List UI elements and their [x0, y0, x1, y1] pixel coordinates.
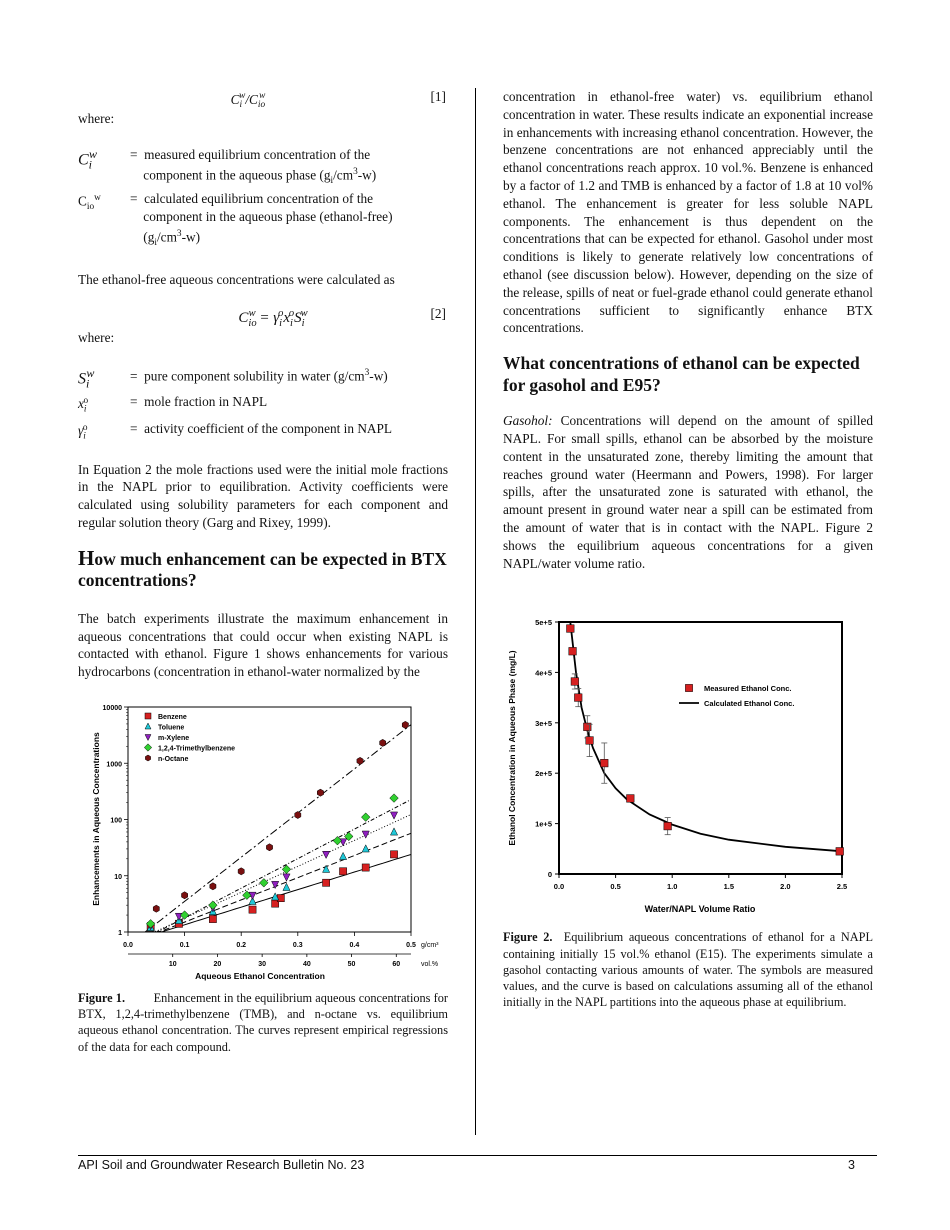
definition-gammaio: $\gamma_i^o$ = activity coefficient of the component in NAPL: [78, 420, 393, 442]
column-divider: [475, 88, 476, 1135]
where-label-1: where:: [78, 111, 115, 126]
fig2-point: [574, 694, 582, 702]
fig1-legend-marker: [145, 755, 150, 761]
fig2-point: [569, 648, 577, 656]
figure-2-caption: Figure 2. Equilibrium aqueous concentrations of ethanol for a NAPL containing initially 15 vol.% ethanol (E15). The experiments simulate a gasohol contacting various amounts of water. The symbols are measured values, and the curve is based on calculations assuming all of the ethanol initially in the NAPL partitions into the aqueous phase at equilibrium.: [503, 930, 874, 1010]
fig1-point: [323, 865, 330, 872]
fig1-legend-marker: [145, 734, 151, 740]
fig1-point: [323, 851, 330, 858]
fig2-point: [664, 823, 672, 831]
fig1-x2-tick-label: 20: [213, 960, 222, 968]
footer-rule: [78, 1155, 877, 1156]
fig1-point: [182, 892, 188, 899]
fig1-legend-label: 1,2,4-Trimethylbenzene: [158, 745, 236, 753]
fig1-point: [390, 812, 397, 819]
fig1-legend-label: n-Octane: [158, 755, 189, 763]
fig1-point: [390, 851, 397, 858]
fig2-legend-calculated: Calculated Ethanol Conc.: [704, 699, 795, 709]
figure-1-x-label: Aqueous Ethanol Concentration: [195, 970, 325, 981]
fig1-point: [283, 874, 290, 881]
fig1-point: [283, 883, 290, 890]
fig1-point: [249, 906, 256, 913]
fig1-x-tick-label: 0.3: [292, 941, 303, 949]
fig1-x-tick-label: 0.1: [179, 941, 190, 949]
fig1-point: [339, 852, 346, 859]
figure-1-caption: Figure 1. Enhancement in the equilibrium aqueous concentrations for BTX, 1,2,4-trimethylbenzene (TMB), and n-octane vs. equilibrium aqueous ethanol concentration. The curves represent empirical regressions of the data for each compound.: [78, 990, 448, 1054]
figure-2-x-label: Water/NAPL Volume Ratio: [644, 904, 756, 915]
paragraph-equation-2: In Equation 2 the mole fractions used were the initial mole fractions in the NAPL prior to equilibration. Activity coefficients were calculated using solubility parameters for each component and regular solution theory (Garg and Rixey, 1999).: [78, 461, 448, 530]
fig1-y-tick-label: 10000: [102, 704, 122, 712]
fig1-point: [210, 883, 216, 890]
definition-ciw: $C_i^w$ = measured equilibrium concentration of the component in the aqueous phase $(g_i/cm^3-w)$: [78, 146, 377, 186]
fig1-point: [180, 911, 189, 920]
fig1-point: [362, 864, 369, 871]
fig2-x-tick-label: 2.0: [780, 882, 791, 892]
fig1-legend-marker: [145, 723, 151, 729]
fig1-x2-tick-label: 30: [258, 960, 267, 968]
fig1-x-tick-label: 0.0: [123, 941, 133, 949]
fig1-legend-label: Benzene: [158, 713, 187, 721]
fig1-x2-unit: vol.%: [421, 960, 439, 968]
definition-siw: $S_i^w$ = pure component solubility in water $(g/cm^3-w)$: [78, 365, 388, 391]
where-label-2: where:: [78, 329, 115, 345]
fig1-point: [260, 878, 269, 887]
fig1-legend-marker: [145, 713, 151, 719]
fig2-calculated-curve: [570, 622, 842, 851]
equation-2-number: [2]: [430, 305, 446, 321]
fig1-x2-tick-label: 60: [392, 960, 401, 968]
fig1-y-tick-label: 10: [114, 873, 122, 881]
fig1-y-tick-label: 1: [118, 929, 122, 937]
fig1-point: [361, 813, 370, 822]
definitions-2: [78, 365, 448, 447]
fig1-point: [209, 915, 216, 922]
fig1-point: [362, 845, 369, 852]
fig2-y-tick-label: 0: [547, 870, 552, 880]
figure-2-chart: [503, 616, 873, 921]
paragraph-gasohol: Gasohol: Concentrations will depend on the amount of spilled NAPL. For small spills, ethanol can be absorbed by the moisture content in the unsaturated zone, thereby limiting the amount that reaches ground water (Heermann and Powers, 1998). For larger spills, after the unsaturated zone is saturated with ethanol, the amount present in ground water near a spill can be estimated from the amount of water that is in contact with the NAPL. Figure 2 shows the equilibrium aqueous concentrations for a given NAPL/water volume ratio.: [503, 413, 873, 571]
fig1-point: [357, 757, 363, 764]
fig2-legend-measured: Measured Ethanol Conc.: [704, 684, 792, 694]
figure-1-y-label: Enhancements in Aqueous Concentrations: [91, 732, 101, 906]
footer-title: API Soil and Groundwater Research Bulletin No. 23: [78, 1158, 365, 1172]
fig1-x-unit: g/cm³: [421, 941, 439, 949]
equation-1-number: [1]: [430, 89, 446, 104]
heading-ethanol-concentrations: What concentrations of ethanol can be expected for gasohol and E95?: [503, 353, 860, 395]
footer: [78, 1158, 877, 1172]
fig1-y-tick-label: 100: [110, 817, 122, 825]
fig1-point: [390, 794, 399, 803]
fig1-legend-label: m-Xylene: [158, 734, 190, 742]
fig2-point: [627, 795, 635, 803]
fig1-point: [317, 789, 323, 796]
fig2-x-tick-label: 1.5: [723, 882, 735, 892]
fig2-y-tick-label: 4e+5: [535, 668, 552, 678]
fig1-y-tick-label: 1000: [106, 761, 122, 769]
fig1-x2-tick-label: 10: [168, 960, 177, 968]
fig1-point: [390, 828, 397, 835]
fig1-point: [266, 844, 272, 851]
fig2-x-tick-label: 1.0: [666, 882, 678, 892]
fig1-x-tick-label: 0.2: [236, 941, 247, 949]
fig1-legend-label: Toluene: [158, 724, 185, 732]
right-column: [503, 88, 873, 1010]
fig2-y-tick-label: 2e+5: [535, 769, 552, 779]
fig1-point: [153, 905, 159, 912]
fig2-point: [571, 678, 579, 686]
fig1-point: [277, 895, 284, 902]
fig2-point: [567, 625, 575, 633]
paragraph-ethanol-free: The ethanol-free aqueous concentrations were calculated as: [78, 271, 395, 287]
fig1-point: [295, 811, 301, 818]
page-number: 3: [848, 1158, 855, 1172]
fig2-y-tick-label: 3e+5: [535, 719, 552, 729]
fig1-point: [272, 881, 279, 888]
heading-enhancement: How much enhancement can be expected in BTX concentrations?: [78, 545, 447, 591]
fig2-point: [600, 760, 608, 768]
fig1-point: [333, 836, 342, 845]
figure-2-plot-frame: [559, 622, 842, 874]
figure-1-chart: [78, 697, 448, 982]
fig1-point: [339, 868, 346, 875]
fig1-point: [380, 739, 386, 746]
fig1-x2-tick-label: 50: [347, 960, 356, 968]
fig1-point: [209, 901, 218, 910]
fig2-legend-marker: [685, 685, 692, 692]
fig2-x-tick-label: 2.5: [836, 882, 848, 892]
fig2-x-tick-label: 0.0: [553, 882, 565, 892]
fig1-legend-marker: [144, 744, 151, 751]
definition-xio: $x_i^o$ = mole fraction in NAPL: [78, 393, 268, 415]
paragraph-batch-experiments: The batch experiments illustrate the maximum enhancement in aqueous concentrations that could occur when existing NAPL is contacted with ethanol. Figure 1 shows enhancements for various hydrocarbons (concentration in ethanol-water normalized by the: [78, 610, 448, 680]
equation-1: $C_i^w/C_{io}^w$ [1]: [230, 89, 446, 110]
fig2-point: [836, 848, 844, 856]
fig1-point: [323, 879, 330, 886]
fig2-x-tick-label: 0.5: [610, 882, 621, 892]
left-column: [78, 88, 448, 1055]
fig1-x2-tick-label: 40: [302, 960, 311, 968]
equation-2: $C_{io}^w = \gamma_i^ox_i^oS_i^w$ [2]: [238, 305, 446, 329]
definitions-1: [78, 146, 448, 253]
fig1-x-tick-label: 0.4: [349, 941, 360, 949]
fig2-point: [586, 737, 594, 745]
fig1-point: [238, 868, 244, 875]
fig2-y-tick-label: 5e+5: [535, 618, 552, 628]
definition-ciow: $C_{io}^w$ = calculated equilibrium concentration of the component in the aqueous phase (ethanol-free) $(g_i/cm^3-w)$: [78, 191, 393, 249]
fig2-y-tick-label: 1e+5: [535, 819, 552, 829]
fig1-point: [402, 721, 408, 728]
figure-2-y-label: Ethanol Concentration in Aqueous Phase (mg/L): [507, 650, 517, 846]
paragraph-continuation: concentration in ethanol-free water) vs. equilibrium ethanol concentration in water. These results indicate an exponential increase in enhancements with increasing ethanol concentration. However, the benzene concentrations are not enhanced appreciably until the ethanol concentrations reach approx. 10 vol.%. Benzene is enhanced by a factor of 1.2 and TMB is enhanced by a factor of 1.8 at 10 vol% ethanol. The enhancement is greater for less soluble NAPL components. The enhancement is thus dependent on the concentrations that can be expected for ethanol. Gasohol under most conditions is likely to generate relatively low concentrations of ethanol (see discussion below). However, depending on the size of the release, spills of neat or fuel-grade ethanol could generate ethanol concentrations sufficient to significantly enhance BTX concentrations.: [503, 89, 873, 336]
fig1-x-tick-label: 0.5: [406, 941, 416, 949]
